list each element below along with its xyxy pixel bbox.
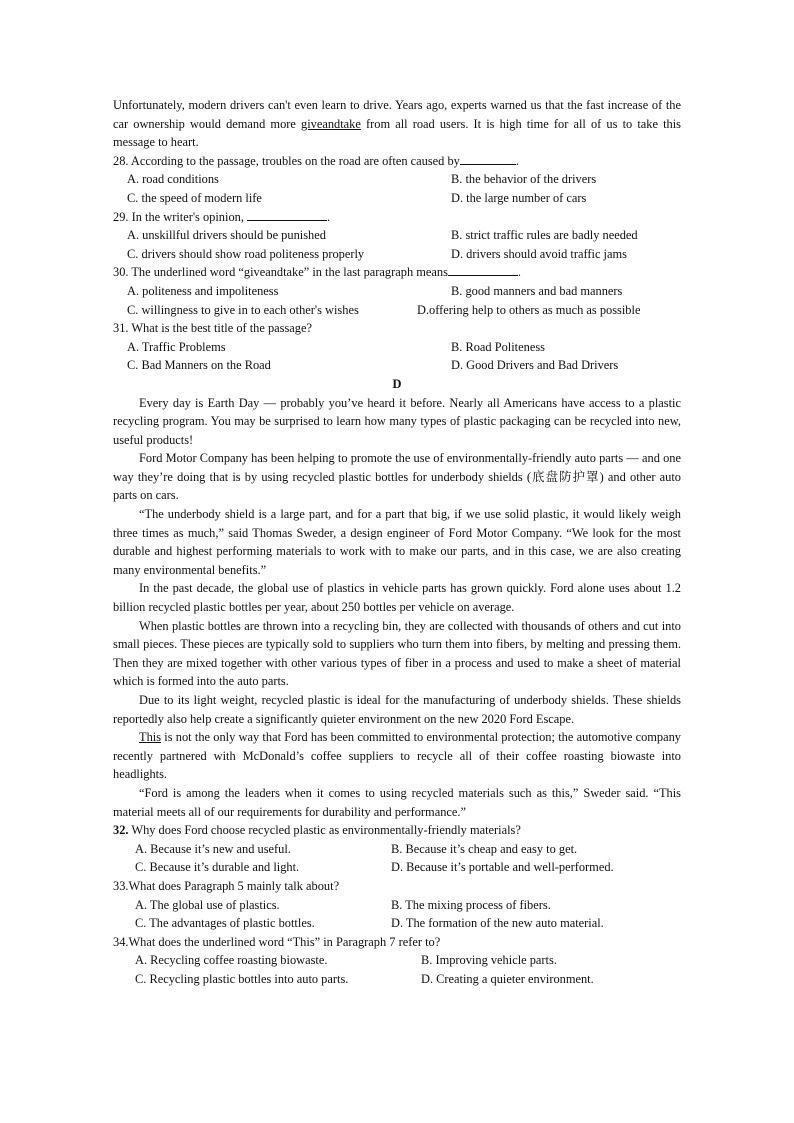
option-c: C. drivers should show road politeness properly: [127, 246, 365, 261]
option-b: B. Road Politeness: [451, 339, 545, 354]
option-c: C. the speed of modern life: [127, 190, 262, 205]
option-d: D. Good Drivers and Bad Drivers: [451, 358, 619, 373]
option-d: D.offering help to others as much as possible: [417, 302, 641, 317]
paragraph-3: “The underbody shield is a large part, and for a part that big, if we use solid plastic, it would likely weigh three times as much,” said Thomas Sweder, a design engineer of Ford Motor Company. “We look for the most durable and highest performing materials to work with to make our parts, and in this case, we are also creating many environmental benefits.”: [113, 507, 681, 577]
option-b: B. The mixing process of fibers.: [391, 897, 551, 912]
option-c: C. Because it’s durable and light.: [135, 860, 300, 875]
option-d: D. the large number of cars: [451, 190, 587, 205]
option-d: D. drivers should avoid traffic jams: [451, 246, 627, 261]
option-d: D. The formation of the new auto material.: [391, 916, 604, 931]
underlined-word-giveandtake: giveandtake: [301, 116, 361, 131]
option-a: A. The global use of plastics.: [135, 897, 280, 912]
section-heading-d: D: [392, 376, 402, 391]
option-b: B. strict traffic rules are badly needed: [451, 228, 638, 243]
paragraph-6: Due to its light weight, recycled plastic is ideal for the manufacturing of underbody shields. These shields reportedly also help create a significantly quieter environment on the new 2020 Ford Escape.: [113, 693, 681, 726]
option-a: A. Because it’s new and useful.: [135, 841, 291, 856]
option-a: A. unskillful drivers should be punished: [127, 228, 326, 243]
paragraph-2: Ford Motor Company has been helping to promote the use of environmentally-friendly auto parts — and one way they’re doing that is by using recycled plastic bottles for underbody shields (底盘防护罩) and other auto parts on cars.: [113, 451, 681, 503]
question-29: 29. In the writer's opinion, . A. unskillful drivers should be punished B. strict traffic rules are badly needed C. drivers should show road politeness properly D. drivers should avoid traffic jams: [113, 208, 681, 264]
paragraph-8: “Ford is among the leaders when it comes to using recycled materials such as this,” Sweder said. “This material meets all of our requirements for durability and performance.”: [113, 785, 681, 819]
exam-page: [113, 96, 681, 989]
option-d: D. Because it’s portable and well-performed.: [391, 860, 614, 875]
option-c: C. willingness to give in to each other's wishes: [127, 302, 359, 317]
option-b: B. good manners and bad manners: [451, 283, 623, 298]
option-c: C. Bad Manners on the Road: [127, 358, 271, 373]
option-a: A. Traffic Problems: [127, 339, 226, 354]
question-31: 31. What is the best title of the passage? A. Traffic Problems B. Road Politeness C. Bad Manners on the Road D. Good Drivers and Bad Drivers: [113, 319, 681, 375]
option-c: C. Recycling plastic bottles into auto parts.: [135, 971, 349, 986]
underlined-word-this: This: [139, 730, 162, 745]
option-a: A. Recycling coffee roasting biowaste.: [135, 953, 328, 968]
option-b: B. Because it’s cheap and easy to get.: [391, 841, 578, 856]
question-32: 32. Why does Ford choose recycled plastic as environmentally-friendly materials? A. Because it’s new and useful. B. Because it’s cheap and easy to get. C. Because it’s durable and light. D. Because it’s portable and well-performed.: [113, 821, 681, 877]
question-33: 33.What does Paragraph 5 mainly talk about? A. The global use of plastics. B. The mixing process of fibers. C. The advantages of plastic bottles. D. The formation of the new auto material.: [113, 877, 681, 933]
question-34: 34.What does the underlined word “This” in Paragraph 7 refer to? A. Recycling coffee roasting biowaste. B. Improving vehicle parts. C. Recycling plastic bottles into auto parts. D. Creating a quieter environment.: [113, 933, 681, 989]
paragraph-1: Every day is Earth Day — probably you’ve heard it before. Nearly all Americans have access to a plastic recycling program. You may be surprised to learn how many types of plastic packaging can be recycled into new, useful products!: [113, 395, 681, 447]
option-a: A. road conditions: [127, 172, 219, 187]
option-c: C. The advantages of plastic bottles.: [135, 916, 315, 931]
passage-c-final-paragraph: Unfortunately, modern drivers can't even learn to drive. Years ago, experts warned us that the fast increase of the car ownership would demand more giveandtake from all road users. It is high time for all of us to take this message to heart.: [113, 98, 681, 150]
option-b: B. Improving vehicle parts.: [421, 953, 557, 968]
question-28: 28. According to the passage, troubles on the road are often caused by . A. road conditions B. the behavior of the drivers C. the speed of modern life D. the large number of cars: [113, 152, 681, 208]
option-d: D. Creating a quieter environment.: [421, 971, 594, 986]
question-30: 30. The underlined word “giveandtake” in the last paragraph means . A. politeness and impoliteness B. good manners and bad manners C. willingness to give in to each other's wishes D.offering help to others as much as possible: [113, 263, 681, 319]
option-b: B. the behavior of the drivers: [451, 172, 597, 187]
paragraph-5: When plastic bottles are thrown into a recycling bin, they are collected with thousands of others and cut into small pieces. These pieces are typically sold to suppliers who turn them into fibers, by melting and pressing them. Then they are mixed together with other various types of fiber in a process and used to make a sheet of material which is formed into the auto parts.: [113, 618, 681, 689]
paragraph-7: This is not the only way that Ford has been committed to environmental protection; the automotive company recently partnered with McDonald’s coffee suppliers to recycle all of their coffee roasting biowaste into headlights.: [113, 730, 681, 782]
option-a: A. politeness and impoliteness: [127, 283, 279, 298]
paragraph-4: In the past decade, the global use of plastics in vehicle parts has grown quickly. Ford alone uses about 1.2 billion recycled plastic bottles per year, about 250 bottles per vehicle on average.: [113, 581, 681, 615]
